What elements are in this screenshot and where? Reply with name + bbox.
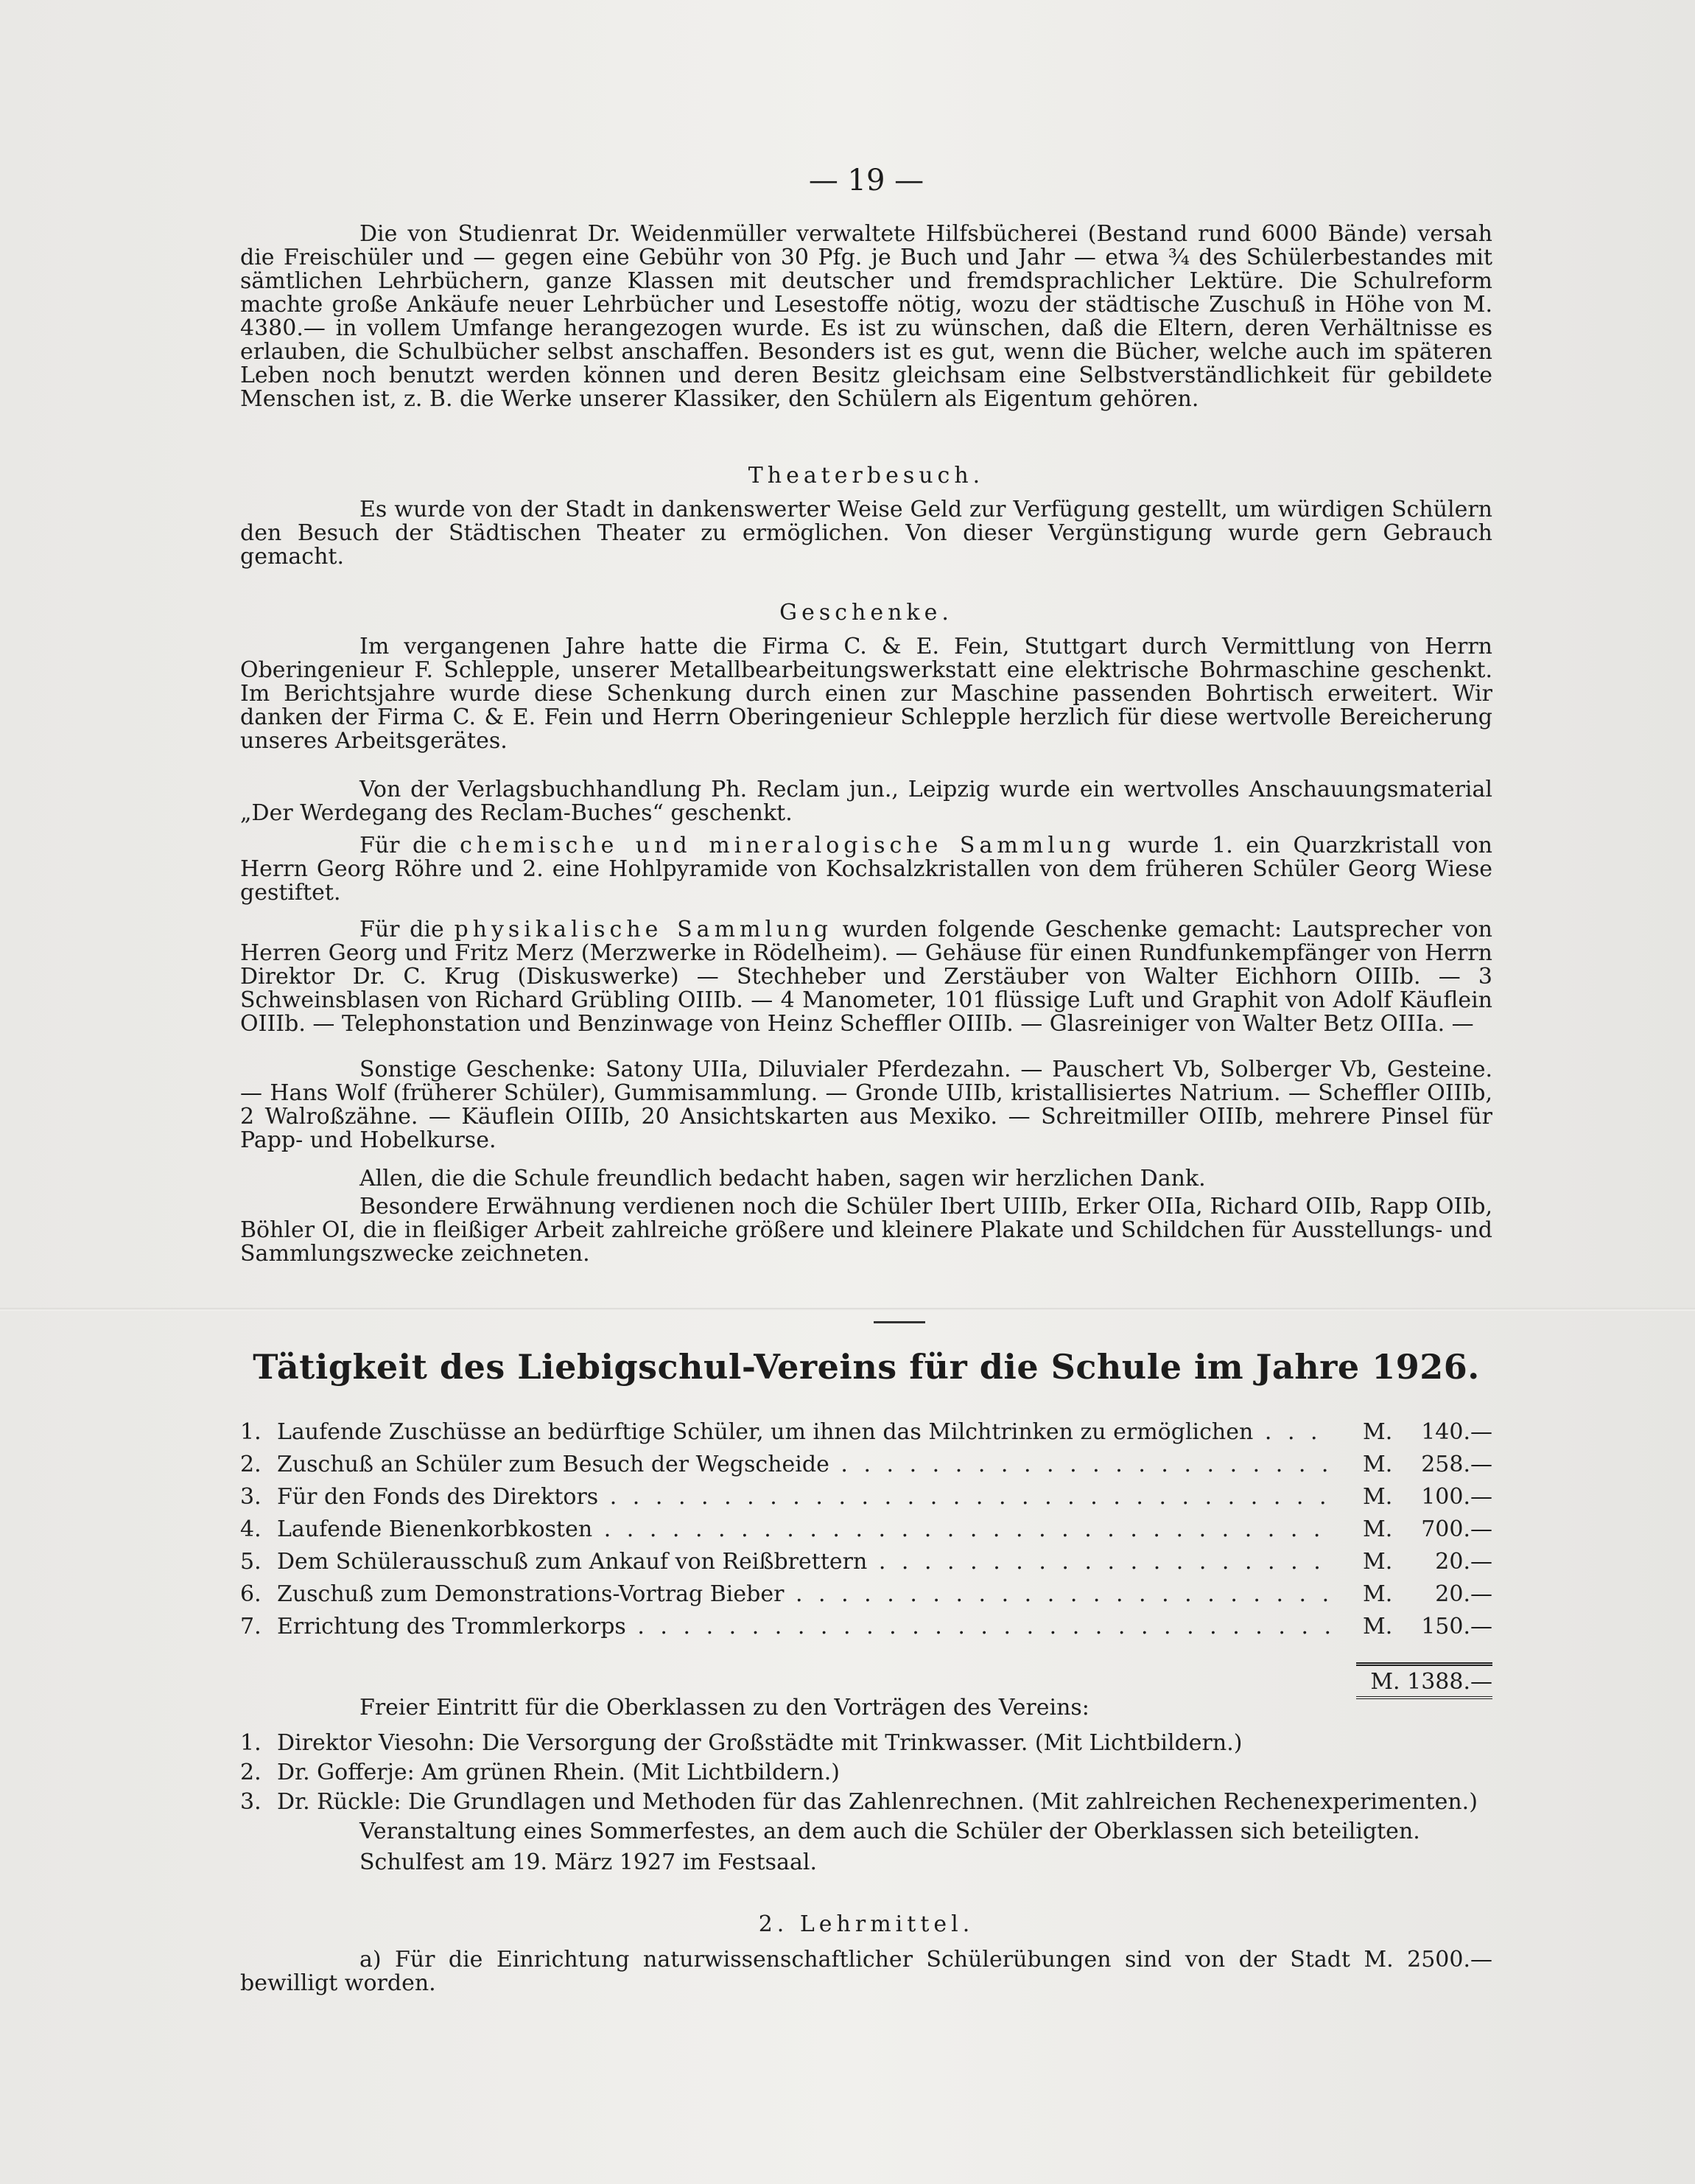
list-item: 1. Direktor Viesohn: Die Versorgung der Großstädte mit Trinkwasser. (Mit Lichtbildern.)	[240, 1730, 1243, 1756]
lehrmittel-paragraph: a) Für die Einrichtung naturwissenschaftlicher Schülerübungen sind von der Stadt M. 2500.— bewilligt worden.	[240, 1947, 1492, 1996]
physics-collection-label: physikalische Sammlung	[454, 917, 832, 942]
verein-title: Tätigkeit des Liebigschul-Vereins für die Schule im Jahre 1926.	[253, 1347, 1480, 1387]
list-item: 2. Dr. Gofferje: Am grünen Rhein. (Mit Lichtbildern.)	[240, 1760, 840, 1785]
lehrmittel-heading: 2. Lehrmittel.	[758, 1911, 975, 1937]
list-item: 3. Dr. Rückle: Die Grundlagen und Methoden für das Zahlenrechnen. (Mit zahlreichen Rechenexperimenten.)	[240, 1789, 1478, 1815]
verein-total: M. 1388.—	[1356, 1662, 1492, 1699]
theater-paragraph: Es wurde von der Stadt in dankenswerter Weise Geld zur Verfügung gestellt, um würdigen Schülern den Besuch der Städtischen Theater zu ermöglichen. Von dieser Vergünstigung wurde gern Gebrauch gemacht.	[240, 497, 1492, 570]
gifts-paragraph-reclam: Von der Verlagsbuchhandlung Ph. Reclam jun., Leipzig wurde ein wertvolles Anschauungsmaterial „Der Werdegang des Reclam-Buches“ geschenkt.	[240, 777, 1492, 826]
list-item: 1. Laufende Zuschüsse an bedürftige Schüler, um ihnen das Milchtrinken zu ermöglichen . . . M. 140.—	[240, 1419, 1492, 1450]
physics-intro: Für die	[359, 917, 444, 942]
list-item: 6. Zuschuß zum Demonstrations-Vortrag Bieber . . . M. 20.—	[240, 1581, 1492, 1612]
library-paragraph: Die von Studienrat Dr. Weidenmüller verwaltete Hilfsbücherei (Bestand rund 6000 Bände) versah die Freischüler und — gegen eine Gebühr von 30 Pfg. je Buch und Jahr — etwa ¾ des Schülerbestandes mit sämtlichen Lehrbüchern, ganze Klassen mit deutscher und fremdsprachlicher Lektüre. Die Schulreform machte große Ankäufe neuer Lehrbücher und Lesestoffe nötig, wozu der städtische Zuschuß in Höhe von M. 4380.— in vollem Umfange herangezogen wurde. Es ist zu wünschen, daß die Eltern, deren Verhältnisse es erlauben, die Schulbücher selbst anschaffen. Besonders ist es gut, wenn die Bücher, welche auch im späteren Leben noch benutzt werden können und deren Besitz gleichsam eine Selbstverständlichkeit für gebildete Menschen ist, z. B. die Werke unserer Klassiker, den Schülern als Eigentum gehören.	[240, 221, 1492, 412]
lectures-intro: Freier Eintritt für die Oberklassen zu den Vorträgen des Vereins:	[359, 1695, 1089, 1721]
gifts-thanks: Allen, die die Schule freundlich bedacht haben, sagen wir herzlichen Dank.	[359, 1166, 1206, 1191]
gifts-paragraph-fein: Im vergangenen Jahre hatte die Firma C. & E. Fein, Stuttgart durch Vermittlung von Herrn Oberingenieur F. Schlepple, unserer Metallbearbeitungswerkstatt eine elektrische Bohrmaschine geschenkt. Im Berichtsjahre wurde diese Schenkung durch einen zur Maschine passenden Bohrtisch erweitert. Wir danken der Firma C. & E. Fein und Herrn Oberingenieur Schlepple herzlich für diese wertvolle Bereicherung unseres Arbeitsgerätes.	[240, 634, 1492, 754]
gifts-paragraph-physics	[240, 918, 1492, 1036]
gifts-paragraph-students: Besondere Erwähnung verdienen noch die Schüler Ibert UIIIb, Erker OIIa, Richard OIIb, Rapp OIIb, Böhler OI, die in fleißiger Arbeit zahlreiche größere und kleinere Plakate und Schildchen für Ausstellungs- und Sammlungszwecke zeichneten.	[240, 1194, 1492, 1267]
list-item: 2. Zuschuß an Schüler zum Besuch der Wegscheide . . . M. 258.—	[240, 1452, 1492, 1483]
school-festival: Schulfest am 19. März 1927 im Festsaal.	[359, 1849, 817, 1875]
gifts-paragraph-chemistry	[240, 834, 1492, 905]
theater-heading: Theaterbesuch.	[748, 463, 985, 489]
list-item: 3. Für den Fonds des Direktors . . . M. 100.—	[240, 1484, 1492, 1515]
page-fold	[0, 1308, 1695, 1311]
summer-festival: Veranstaltung eines Sommerfestes, an dem auch die Schüler der Oberklassen sich beteiligten.	[359, 1819, 1420, 1844]
gifts-paragraph-other: Sonstige Geschenke: Satony UIIa, Diluvialer Pferdezahn. — Pauschert Vb, Solberger Vb, Gesteine. — Hans Wolf (früherer Schüler), Gummisammlung. — Gronde UIIb, kristallisiertes Natrium. — Scheffler OIIIb, 2 Walroßzähne. — Käuflein OIIIb, 20 Ansichtskarten aus Mexiko. — Schreitmiller OIIIb, mehrere Pinsel für Papp- und Hobelkurse.	[240, 1057, 1492, 1153]
gifts-heading: Geschenke.	[779, 600, 953, 626]
chemistry-intro: Für die	[359, 833, 447, 858]
page-number: — 19 —	[808, 164, 924, 197]
chemistry-collection-label: chemische und mineralogische Sammlung	[460, 833, 1115, 858]
list-item: 7. Errichtung des Trommlerkorps . . . M. 150.—	[240, 1614, 1492, 1645]
section-divider	[874, 1321, 925, 1323]
chemistry-rest: wurde 1. ein Quarzkristall von Herrn Georg Röhre und 2. eine Hohlpyramide von Kochsalzkristallen von dem früheren Schüler Georg Wiese gestiftet.	[240, 833, 1492, 906]
physics-rest: wurden folgende Geschenke gemacht: Lautsprecher von Herren Georg und Fritz Merz (Merzwerke in Rödelheim). — Gehäuse für einen Rundfunkempfänger von Herrn Direktor Dr. C. Krug (Diskuswerke) — Stechheber und Zerstäuber von Walter Eichhorn OIIIb. — 3 Schweinsblasen von Richard Grübling OIIIb. — 4 Manometer, 101 flüssige Luft und Graphit von Adolf Käuflein OIIIb. — Telephonstation und Benzinwage von Heinz Scheffler OIIIb. — Glasreiniger von Walter Betz OIIIa. —	[240, 917, 1492, 1037]
list-item: 5. Dem Schülerausschuß zum Ankauf von Reißbrettern . . . M. 20.—	[240, 1549, 1492, 1580]
list-item: 4. Laufende Bienenkorbkosten . . . M. 700.—	[240, 1516, 1492, 1547]
